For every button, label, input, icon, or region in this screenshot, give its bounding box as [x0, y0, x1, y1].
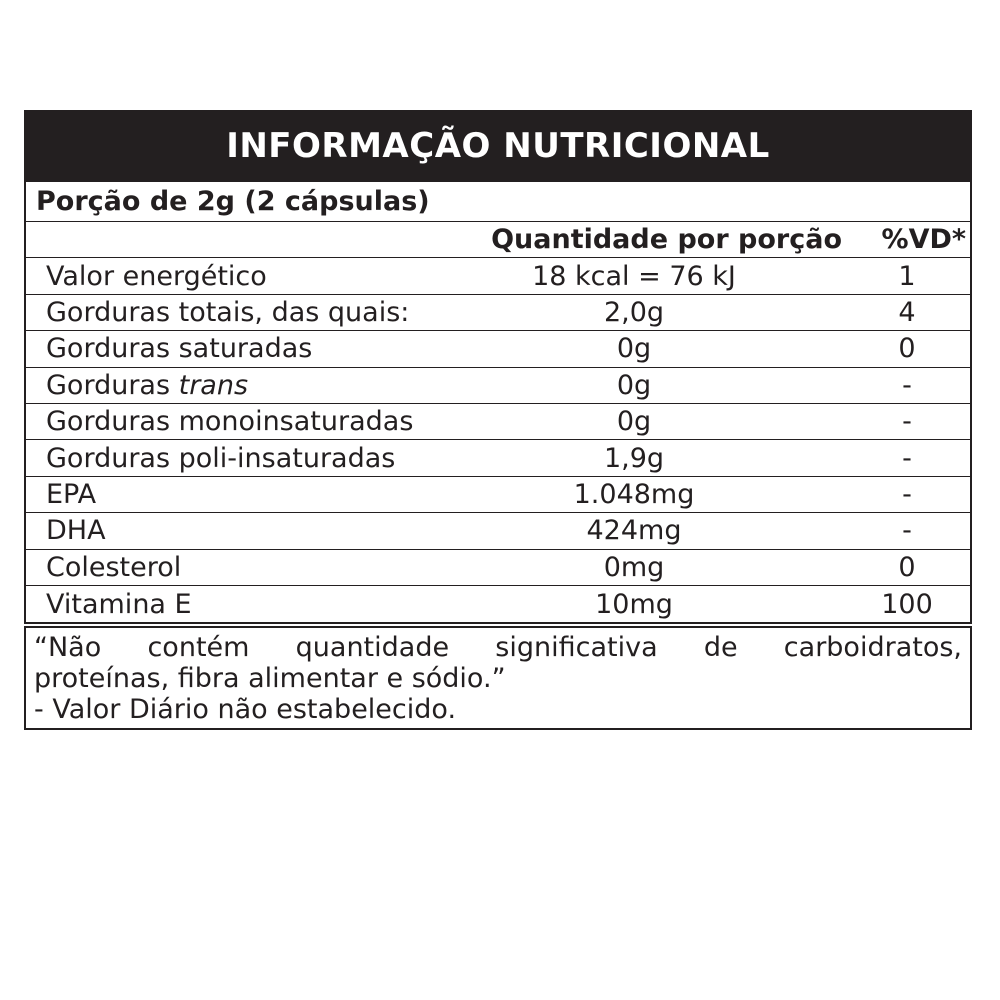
footnote-line-1: “Não contém quantidade significativa de carboidratos, [34, 632, 962, 663]
nutrition-facts-label [24, 110, 972, 624]
table-row [26, 331, 970, 367]
table-row [26, 404, 970, 440]
nutrient-name: Gorduras totais, das quais: [46, 296, 410, 328]
portion-text: Porção de 2g (2 cápsulas) [36, 186, 430, 217]
nutrient-quantity: 0g [616, 369, 652, 401]
table-row [26, 295, 970, 331]
table-row [26, 477, 970, 513]
footnote-line-3: - Valor Diário não estabelecido. [34, 694, 457, 725]
nutrient-daily-value: - [902, 442, 912, 474]
nutrient-daily-value: - [902, 369, 912, 401]
nutrient-quantity: 424mg [586, 515, 682, 547]
nutrient-name-prefix: Gorduras [46, 369, 179, 401]
nutrient-daily-value: 0 [898, 333, 916, 365]
nutrient-daily-value: - [902, 515, 912, 547]
nutrient-daily-value: 0 [898, 551, 916, 583]
nutrient-quantity: 1.048mg [573, 478, 695, 510]
nutrient-quantity: 0g [616, 406, 652, 438]
portion-row [26, 182, 970, 222]
nutrient-name: Valor energético [46, 260, 267, 292]
column-header-quantity: Quantidade por porção [491, 224, 842, 256]
nutrient-daily-value: - [902, 406, 912, 438]
table-row [26, 586, 970, 622]
nutrient-quantity: 1,9g [603, 442, 665, 474]
table-row [26, 368, 970, 404]
footnotes-box [24, 626, 972, 730]
nutrient-name-italic: trans [178, 369, 249, 401]
column-header-row [26, 222, 970, 258]
nutrient-daily-value: 1 [898, 260, 916, 292]
nutrient-quantity: 2,0g [603, 296, 665, 328]
nutrient-name [26, 369, 424, 401]
nutrition-table [24, 182, 972, 624]
table-row [26, 258, 970, 294]
footnote-line-2: proteínas, fibra alimentar e sódio.” [34, 663, 506, 694]
nutrient-name: Gorduras saturadas [46, 333, 313, 365]
nutrient-name: Colesterol [46, 551, 182, 583]
nutrient-quantity: 18 kcal = 76 kJ [532, 260, 736, 292]
nutrient-name: Gorduras monoinsaturadas [46, 406, 414, 438]
table-row [26, 440, 970, 476]
table-row [26, 513, 970, 549]
nutrient-name: EPA [46, 478, 97, 510]
nutrient-name: Gorduras poli-insaturadas [46, 442, 396, 474]
nutrient-quantity: 10mg [595, 588, 673, 620]
label-title: INFORMAÇÃO NUTRICIONAL [24, 110, 972, 182]
nutrient-daily-value: 4 [898, 296, 916, 328]
nutrient-quantity: 0mg [603, 551, 665, 583]
table-row [26, 550, 970, 586]
nutrient-daily-value: 100 [881, 588, 933, 620]
column-header-daily-value: %VD* [881, 224, 966, 256]
nutrient-quantity: 0g [616, 333, 652, 365]
nutrient-daily-value: - [902, 478, 912, 510]
nutrient-name: Vitamina E [46, 588, 192, 620]
nutrient-name: DHA [46, 515, 106, 547]
